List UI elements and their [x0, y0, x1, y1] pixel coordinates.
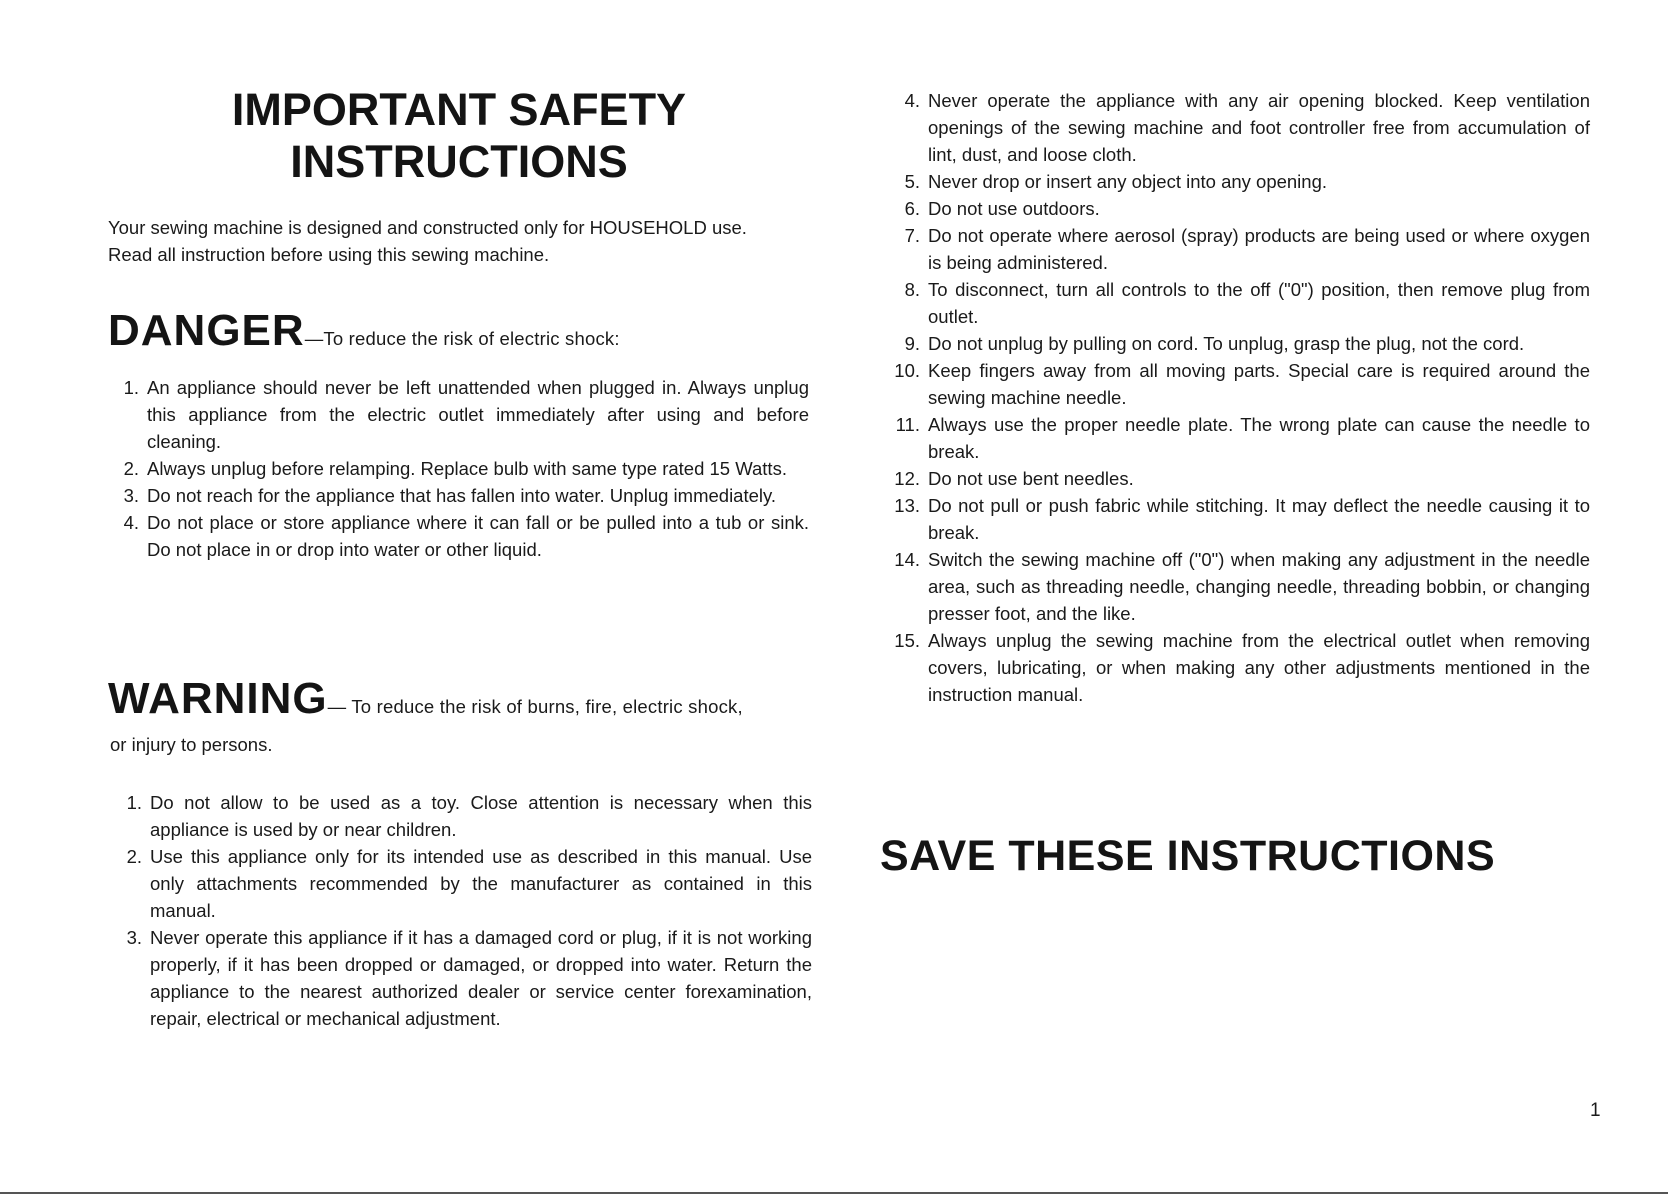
item-number: 12. [894, 468, 920, 489]
item-text: Never drop or insert any object into any opening. [928, 171, 1328, 192]
title-line-2: INSTRUCTIONS [290, 136, 628, 187]
item-text: Switch the sewing machine off ("0") when making any adjustment in the needle area, such as threading needle, changing needle, threading bobbin, or changing presser foot, and the like. [928, 549, 1590, 624]
item-text: Do not pull or push fabric while stitching. It may deflect the needle causing it to break. [928, 495, 1590, 543]
item-number: 15. [894, 630, 920, 651]
item-text: Never operate this appliance if it has a damaged cord or plug, if it is not working properly, if it has been dropped or damaged, or dropped into water. Return the appliance to the nearest authorized dealer or service center forexamination, repair, electrical or mechanical adjustment. [150, 927, 812, 1029]
intro-line-2: Read all instruction before using this sewing machine. [108, 244, 550, 265]
danger-subtitle: —To reduce the risk of electric shock: [304, 328, 620, 349]
item-text: Do not place or store appliance where it can fall or be pulled into a tub or sink. Do not place in or drop into water or other liquid. [147, 512, 809, 560]
item-number: 2. [123, 458, 139, 479]
item-number: 6. [904, 198, 920, 219]
item-text: An appliance should never be left unattended when plugged in. Always unplug this appliance from the electric outlet immediately after using and before cleaning. [147, 377, 809, 452]
list-item [904, 222, 1590, 276]
warning-heading [108, 674, 743, 724]
list-item [894, 357, 1590, 411]
list-item [123, 482, 809, 509]
list-item [123, 374, 809, 455]
list-item [895, 411, 1590, 465]
page-number: 1 [1590, 1100, 1601, 1121]
item-text: Do not reach for the appliance that has fallen into water. Unplug immediately. [147, 485, 777, 506]
danger-list [123, 374, 809, 563]
list-item [894, 546, 1590, 627]
danger-title: DANGER [108, 306, 305, 355]
item-number: 3. [126, 927, 142, 948]
item-text: Always unplug the sewing machine from the electrical outlet when removing covers, lubricating, or when making any other adjustments mentioned in the instruction manual. [928, 630, 1590, 705]
list-item [904, 87, 1590, 168]
list-item [894, 627, 1590, 708]
list-item [904, 195, 1590, 222]
item-text: Do not use outdoors. [928, 198, 1100, 219]
list-item [126, 789, 812, 843]
page-title [108, 84, 810, 188]
item-text: Use this appliance only for its intended use as described in this manual. Use only attachments recommended by the manufacturer as contained in this manual. [150, 846, 812, 921]
title-line-1: IMPORTANT SAFETY [231, 84, 687, 135]
warning-title: WARNING [108, 674, 328, 723]
item-text: Do not allow to be used as a toy. Close attention is necessary when this appliance is used by or near children. [150, 792, 812, 840]
save-instructions-heading: SAVE THESE INSTRUCTIONS [880, 832, 1496, 880]
list-item [894, 465, 1590, 492]
list-item [904, 168, 1590, 195]
item-number: 9. [904, 333, 920, 354]
item-text: Never operate the appliance with any air opening blocked. Keep ventilation openings of the sewing machine and foot controller free from accumulation of lint, dust, and loose cloth. [928, 90, 1590, 165]
item-text: Keep fingers away from all moving parts. Special care is required around the sewing machine needle. [928, 360, 1590, 408]
item-number: 3. [123, 485, 139, 506]
item-number: 5. [904, 171, 920, 192]
item-number: 7. [904, 225, 920, 246]
list-item [126, 924, 812, 1032]
item-number: 2. [126, 846, 142, 867]
list-item [904, 330, 1590, 357]
item-number: 14. [894, 549, 920, 570]
item-number: 1. [123, 377, 139, 398]
warning-list [126, 789, 812, 1032]
item-number: 1. [126, 792, 142, 813]
list-item [123, 455, 809, 482]
intro-paragraph [108, 214, 828, 268]
item-text: Always unplug before relamping. Replace bulb with same type rated 15 Watts. [147, 458, 787, 479]
danger-heading [108, 306, 620, 356]
intro-line-1: Your sewing machine is designed and constructed only for HOUSEHOLD use. [108, 217, 747, 238]
item-text: To disconnect, turn all controls to the off ("0") position, then remove plug from outlet. [928, 279, 1590, 327]
list-item [123, 509, 809, 563]
item-number: 11. [895, 414, 920, 435]
item-number: 13. [894, 495, 920, 516]
list-item [904, 276, 1590, 330]
list-item [126, 843, 812, 924]
item-number: 4. [904, 90, 920, 111]
warning-subtitle: — To reduce the risk of burns, fire, electric shock, [327, 696, 743, 717]
bottom-rule [0, 1192, 1668, 1194]
item-number: 4. [123, 512, 139, 533]
continued-list [894, 87, 1590, 708]
item-text: Do not operate where aerosol (spray) products are being used or where oxygen is being administered. [928, 225, 1590, 273]
warning-subtitle-tail: or injury to persons. [110, 734, 273, 755]
item-text: Do not unplug by pulling on cord. To unplug, grasp the plug, not the cord. [928, 333, 1525, 354]
item-text: Always use the proper needle plate. The wrong plate can cause the needle to break. [928, 414, 1590, 462]
item-text: Do not use bent needles. [928, 468, 1134, 489]
item-number: 10. [894, 360, 920, 381]
item-number: 8. [904, 279, 920, 300]
list-item [894, 492, 1590, 546]
